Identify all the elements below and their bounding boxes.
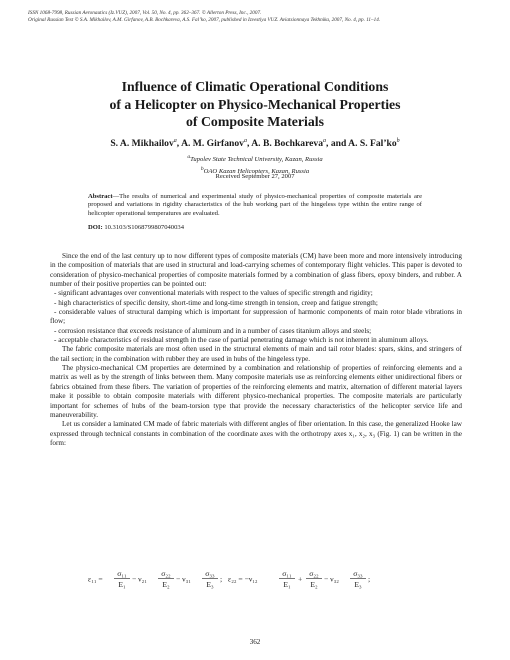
abstract-text: —The results of numerical and experimental study of physico-mechanical properties of composite materials are proposed and variations in rigidity characteristics of the hub working part of the hingeless type within the entire range of helicopter operational temperatures are evaluated. [88,193,422,217]
author-4-affil-mark: b [396,138,400,144]
eq2-den2: E₂ [310,580,318,589]
eq2-den1: E₁ [283,580,291,589]
eq1-num1: σ₁₁ [117,569,127,578]
journal-header [28,10,498,24]
eq1-lhs: ε₁₁ = [88,574,103,584]
author-4: and A. S. Fal’ko [330,138,397,150]
eq2-num1: σ₁₁ [282,569,292,578]
body-text [50,252,462,448]
eq2-num2: σ₂₂ [309,569,319,578]
affiliation-a-mark: a [187,154,191,160]
eq2-num3: σ₃₃ [353,569,363,578]
affiliation-b-text: OAO Kazan Helicopters, Kazan, Russia [203,167,310,175]
eq1-num3: σ₃₃ [205,569,215,578]
author-3: A. B. Bochkareva [251,138,324,150]
doi [88,224,184,231]
author-2: A. M. Girfanov [181,138,244,150]
title-line-2: of a Helicopter on Physico-Mechanical Properties [109,96,401,112]
eq2-lhs: ε₂₂ = −ν₁₂ [228,574,258,584]
received-date: Received September 27, 2007 [215,173,295,180]
list-item-strength: - significant advantages over conventional materials with respect to the values of specific strength and rigidity; [54,289,373,298]
list-item-corrosion: - corrosion resistance that exceeds resistance of aluminum and in a number of cases titanium alloys and steels; [54,326,372,335]
eq2-den3: E₃ [354,580,362,589]
title-line-1: Influence of Climatic Operational Conditions [121,79,389,94]
doi-label: DOI: [88,224,103,231]
author-1-affil-mark: a [173,138,177,144]
paragraph-hooke: Let us consider a laminated CM made of fabric materials with different angles of fiber orientation. In this case, the generalized Hooke law expressed through technical constants in combination of the coordinate axes with the orthotropy axes x₁, x₂, x₃ (Fig. 1) can be written in the form: [50,420,462,447]
doi-value[interactable]: 10.3103/S1068799807040034 [104,224,184,231]
affiliation-b-mark: b [200,165,204,172]
author-1: S. A. Mikhailov [110,138,174,150]
abstract-label: Abstract [88,193,113,200]
affiliation-a-text: Tupolev State Technical University, Kazan, Russia [190,156,323,164]
eq2-plus: + [298,574,303,584]
paragraph-fabric: The fabric composite materials are most often used in the structural elements of main and tail rotor blades: spars, skins, and stringers of the tail section; in the combination with rubber they are used in hubs of the hingeless type. [50,345,462,363]
affiliation-a [30,153,480,165]
author-3-affil-mark: a [323,138,327,144]
eq1-minus-nu31: − ν₃₁ [176,574,191,584]
journal-header-line-1: ISSN 1068-7998, Russian Aeronautics (Iz.VUZ), 2007, Vol. 50, No. 4, pp. 362–367. © Allerton Press, Inc., 2007. [28,10,262,16]
page-number: 362 [249,638,261,646]
eq1-minus-nu21: − ν₂₁ [132,574,147,584]
author-list: S. A. Mikhailov$^a$, A. M. Girfanov$^a$, A. B. Bochkareva$^a$, and A. S. $Fal’ko^b$ [110,138,400,150]
eq-separator: ; [220,574,223,584]
hooke-law-equation [88,567,428,591]
list-item-residual-strength: - acceptable characteristics of residual strength in the case of partial penetrating damage which is not inherent in aluminum alloys. [54,336,429,345]
paper-title [40,78,470,131]
abstract [88,193,422,218]
eq-end: ; [368,574,371,584]
author-2-affil-mark: a [243,138,247,144]
list-item-density: - high characteristics of specific density, short-time and long-time strength in tension, creep and fatigue strength; [54,298,378,307]
list-item-damping: - considerable values of structural damping which is important for suppression of harmonic components of main rotor blade vibrations in flow; [50,308,462,326]
paragraph-intro: Since the end of the last century up to now different types of composite materials (CM) have been more and more intensively introducing in the composition of materials that are used in structural and load-carrying schemes of contemporary flight vehicles. This paper is devoted to consideration of physico-mechanical properties of composite materials formed by a combination of glass fibers, epoxy binders, and rubber. A number of their positive properties can be pointed out: [50,252,462,289]
title-line-3: of Composite Materials [186,114,324,129]
paragraph-properties: The physico-mechanical CM properties are determined by a combination and relationship of properties of reinforcing elements and a matrix as well as by the strength of links between them. Many composite materials use as reinforcing elements either unidirectional fibers or fabrics obtained from these fibers. The variation of properties of the reinforcing elements and matrix, alternation of different material layers make it possible to obtain composite materials with different physico-mechanical properties. The composite materials are particularly important for schemes of hubs of the beam-torsion type that provide the necessary characteristics of the helicopter service life and maneuverability. [50,364,462,419]
eq1-den2: E₂ [162,580,170,589]
journal-header-line-2: Original Russian Text © S.A. Mikhailov, A.M. Girfanov, A.B. Bochkareva, A.S. Fal’ko, 2007, published in Izvestiya VUZ. Aviatsionnaya Tekhnika, 2007, No. 4, pp. 11–14. [28,17,381,23]
eq1-den3: E₃ [206,580,214,589]
eq1-num2: σ₂₂ [161,569,171,578]
eq1-den1: E₁ [118,580,126,589]
eq2-minus-nu32: − ν₃₂ [324,574,339,584]
